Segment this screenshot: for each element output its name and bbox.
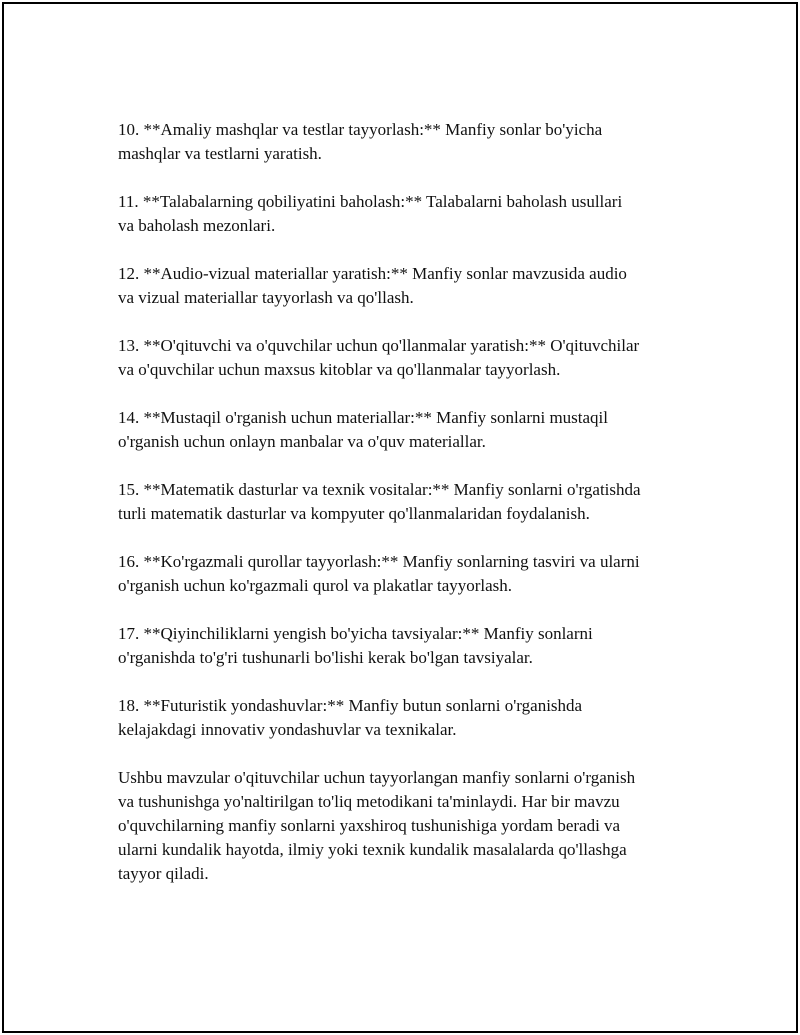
text-line: va o'quvchilar uchun maxsus kitoblar va qo'llanmalar tayyorlash. (118, 360, 561, 379)
summary-paragraph (118, 766, 698, 886)
text-line: 11. **Talabalarning qobiliyatini baholash:** Talabalarni baholash usullari (118, 192, 623, 211)
text-line: turli matematik dasturlar va kompyuter qo'llanmalaridan foydalanish. (118, 504, 590, 523)
text-line: o'rganish uchun ko'rgazmali qurol va plakatlar tayyorlash. (118, 576, 513, 595)
document-body (118, 118, 698, 910)
list-item-12 (118, 262, 698, 310)
text-line: 14. **Mustaqil o'rganish uchun materiallar:** Manfiy sonlarni mustaqil (118, 408, 609, 427)
text-line: 13. **O'qituvchi va o'quvchilar uchun qo'llanmalar yaratish:** O'qituvchilar (118, 336, 640, 355)
text-line: 16. **Ko'rgazmali qurollar tayyorlash:** Manfiy sonlarning tasviri va ularni (118, 552, 640, 571)
text-line: 18. **Futuristik yondashuvlar:** Manfiy butun sonlarni o'rganishda (118, 696, 583, 715)
list-item-15 (118, 478, 698, 526)
list-item-11 (118, 190, 698, 238)
text-line: o'rganish uchun onlayn manbalar va o'quv materiallar. (118, 432, 486, 451)
text-line: tayyor qiladi. (118, 864, 209, 883)
text-line: va tushunishga yo'naltirilgan to'liq metodikani ta'minlaydi. Har bir mavzu (118, 792, 620, 811)
list-item-14 (118, 406, 698, 454)
text-line: va vizual materiallar tayyorlash va qo'llash. (118, 288, 414, 307)
text-line: 17. **Qiyinchiliklarni yengish bo'yicha tavsiyalar:** Manfiy sonlarni (118, 624, 593, 643)
text-line: 10. **Amaliy mashqlar va testlar tayyorlash:** Manfiy sonlar bo'yicha (118, 120, 603, 139)
list-item-10 (118, 118, 698, 166)
list-item-18 (118, 694, 698, 742)
list-item-17 (118, 622, 698, 670)
text-line: mashqlar va testlarni yaratish. (118, 144, 322, 163)
text-line: kelajakdagi innovativ yondashuvlar va texnikalar. (118, 720, 457, 739)
text-line: o'quvchilarning manfiy sonlarni yaxshiroq tushunishiga yordam beradi va (118, 816, 621, 835)
text-line: o'rganishda to'g'ri tushunarli bo'lishi kerak bo'lgan tavsiyalar. (118, 648, 533, 667)
text-line: Ushbu mavzular o'qituvchilar uchun tayyorlangan manfiy sonlarni o'rganish (118, 768, 636, 787)
text-line: 15. **Matematik dasturlar va texnik vositalar:** Manfiy sonlarni o'rgatishda (118, 480, 641, 499)
text-line: ularni kundalik hayotda, ilmiy yoki texnik kundalik masalalarda qo'llashga (118, 840, 627, 859)
list-item-13 (118, 334, 698, 382)
text-line: 12. **Audio-vizual materiallar yaratish:** Manfiy sonlar mavzusida audio (118, 264, 627, 283)
text-line: va baholash mezonlari. (118, 216, 276, 235)
list-item-16 (118, 550, 698, 598)
